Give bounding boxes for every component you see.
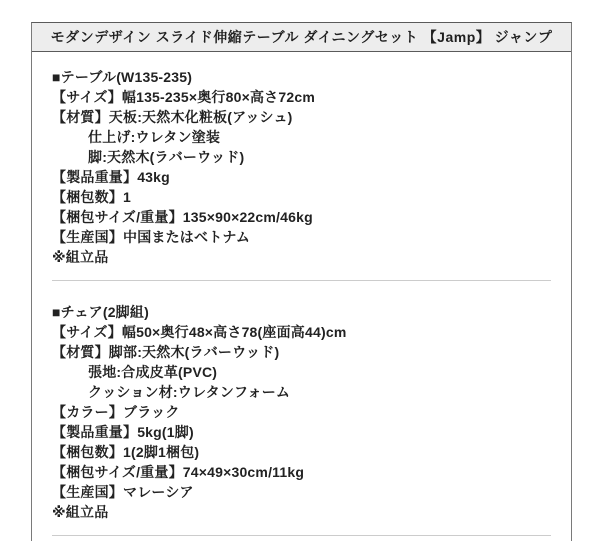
spec-content <box>32 52 571 536</box>
table-package-count-line: 【梱包数】1 <box>52 189 131 205</box>
chair-origin-line: 【生産国】マレーシア <box>52 484 194 500</box>
chair-color-line: 【カラー】ブラック <box>52 404 180 420</box>
table-package-size-line: 【梱包サイズ/重量】135×90×22cm/46kg <box>52 209 313 225</box>
chair-package-count-line: 【梱包数】1(2脚1梱包) <box>52 444 200 460</box>
chair-upholstery-line: 張地:合成皮革(PVC) <box>88 364 218 380</box>
chair-cushion-line: クッション材:ウレタンフォーム <box>88 384 291 400</box>
chair-size-line: 【サイズ】幅50×奥行48×高さ78(座面高44)cm <box>52 324 347 340</box>
section-chair-heading: ■チェア(2脚組) <box>52 304 149 320</box>
table-assembly-note: ※組立品 <box>52 249 109 265</box>
table-origin-line: 【生産国】中国またはベトナム <box>52 229 251 245</box>
spec-box <box>31 22 572 541</box>
section-table-specs <box>52 67 551 267</box>
chair-package-size-line: 【梱包サイズ/重量】74×49×30cm/11kg <box>52 464 305 480</box>
chair-weight-line: 【製品重量】5kg(1脚) <box>52 424 194 440</box>
table-material-line: 【材質】天板:天然木化粧板(アッシュ) <box>52 109 293 125</box>
table-weight-line: 【製品重量】43kg <box>52 169 170 185</box>
section-table-heading: ■テーブル(W135-235) <box>52 69 193 85</box>
table-legs-line: 脚:天然木(ラバーウッド) <box>88 149 245 165</box>
section-divider <box>52 280 551 281</box>
table-finish-line: 仕上げ:ウレタン塗装 <box>88 129 221 145</box>
chair-assembly-note: ※組立品 <box>52 504 109 520</box>
table-size-line: 【サイズ】幅135-235×奥行80×高さ72cm <box>52 89 315 105</box>
bottom-divider <box>52 535 551 536</box>
product-title: モダンデザイン スライド伸縮テーブル ダイニングセット 【Jamp】 ジャンプ <box>50 29 553 45</box>
chair-material-line: 【材質】脚部:天然木(ラバーウッド) <box>52 344 280 360</box>
section-chair-specs <box>52 302 551 522</box>
product-title-bar <box>32 23 571 52</box>
